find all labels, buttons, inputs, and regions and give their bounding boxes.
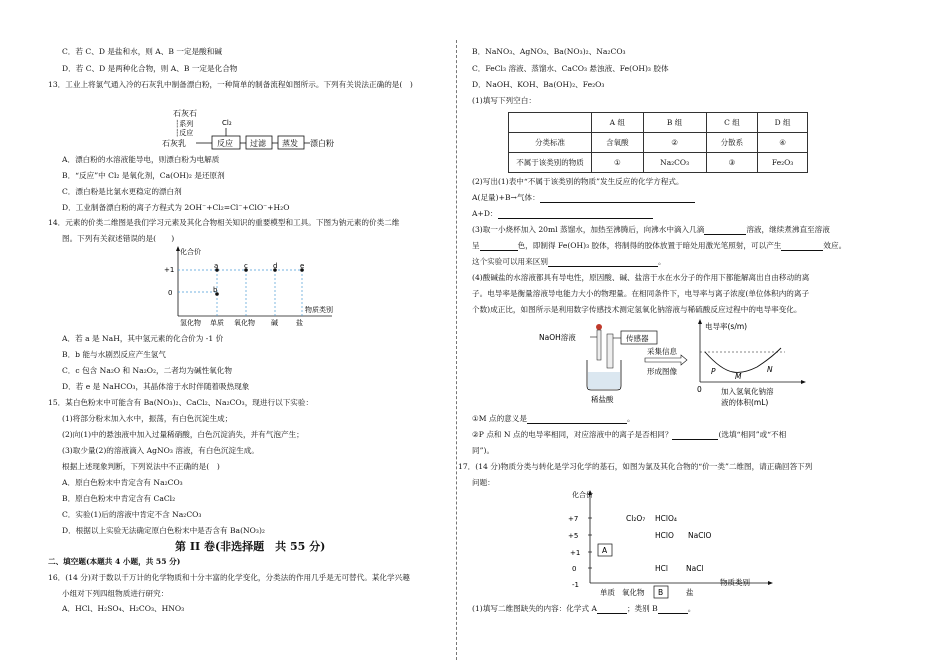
q16-part3-line3 xyxy=(472,257,666,267)
na-cat-oxide: 氧化物 xyxy=(234,319,255,327)
q15-option-c: C．实验(1)后的溶液中肯定不含 Na₂CO₃ xyxy=(62,510,202,519)
cl-ytick-minus1: -1 xyxy=(572,581,579,589)
na-ylabel: 化合价 xyxy=(180,248,201,256)
table-cell: Na₂CO₃ xyxy=(643,153,706,173)
cl-cat-element: 单质 xyxy=(600,588,615,597)
q16-stem-2: 小组对下列四组物质进行研究： xyxy=(62,589,169,598)
na-ytick-plus1: +1 xyxy=(164,266,175,274)
part3-text-g: 。 xyxy=(657,257,666,266)
exp-origin: 0 xyxy=(697,385,702,394)
q12-option-c: C．若 C、D 是盐和水，则 A、B 一定是酸和碱 xyxy=(62,47,222,56)
q16-part1: (1)填写下列空白： xyxy=(472,96,536,105)
cl-cat-salt: 盐 xyxy=(686,588,694,597)
na-label-c: c xyxy=(244,262,248,270)
q15-step-1: (1)将部分粉末加入水中，振荡，有白色沉淀生成； xyxy=(62,414,233,423)
part3-text-e: 效应。 xyxy=(823,241,847,250)
q14-option-d: D．若 e 是 NaHCO₃，其晶体溶于水时伴随着吸热现象 xyxy=(62,382,250,391)
answer-blank[interactable] xyxy=(548,258,658,267)
q13-option-a: A．漂白粉的水溶液能导电，则漂白粉为电解质 xyxy=(62,155,220,164)
table-header-cell: B 组 xyxy=(643,113,706,133)
conductivity-experiment xyxy=(535,312,835,412)
exp-naoh: NaOH溶液 xyxy=(539,333,576,342)
q14-option-a: A．若 a 是 NaH，其中氢元素的化合价为 -1 价 xyxy=(62,334,224,343)
cl-label-hclo: HClO xyxy=(655,531,674,540)
table-cell: 分类标准 xyxy=(509,133,592,153)
q14-stem-1: 14．元素的价类二维图是我们学习元素及其化合物相关知识的重要模型和工具。下图为钠元素的价类二维 xyxy=(48,218,400,227)
q17-part1-c: 。 xyxy=(687,604,696,613)
exp-collect: 采集信息 xyxy=(647,347,677,356)
na-cat-base: 碱 xyxy=(271,319,278,327)
sodium-valence-chart xyxy=(160,244,345,330)
flow-filter: 过滤 xyxy=(250,139,266,148)
table-row xyxy=(509,153,808,173)
q16-stem-1: 16．(14 分)对于数以千万计的化学物质和十分丰富的化学变化，分类法的作用几乎是无可替代。某化学兴趣 xyxy=(48,573,410,582)
cl-ytick-plus5: +5 xyxy=(568,532,579,540)
dropper-bulb xyxy=(596,324,602,330)
section-title: 第 II 卷(非选择题 共 55 分) xyxy=(175,540,326,553)
cl-label-hclo4: HClO₄ xyxy=(655,514,677,523)
answer-blank[interactable] xyxy=(781,242,823,251)
flow-lime-milk: 石灰乳 xyxy=(162,139,186,148)
flow-cl2: Cl₂ xyxy=(222,119,232,127)
q13-option-c: C．漂白粉是比氯水更稳定的漂白剂 xyxy=(62,187,182,196)
na-label-d: d xyxy=(273,262,278,270)
table-cell: ③ xyxy=(706,153,758,173)
flow-series: ┆系列 xyxy=(175,120,194,128)
q12-option-d: D．若 C、D 是两种化合物，则 A、B 一定是化合物 xyxy=(62,64,238,73)
answer-blank[interactable] xyxy=(527,415,627,424)
q17-part1-b: ；类别 B xyxy=(626,604,658,613)
answer-blank[interactable] xyxy=(658,605,688,614)
sensor-probe xyxy=(607,334,613,368)
q15-stem: 15．某白色粉末中可能含有 Ba(NO₃)₂、CaCl₂、Na₂CO₃，现进行以下实验： xyxy=(48,398,314,407)
q14-stem-2: 图。下列有关叙述错误的是( ) xyxy=(62,234,175,243)
cl-label-cl2o7: Cl₂O₇ xyxy=(626,514,646,523)
answer-blank[interactable] xyxy=(704,226,746,235)
cl-ytick-plus1: +1 xyxy=(570,549,581,557)
q17-stem-1: 17．(14 分)物质分类与转化是学习化学的基石，如图为氯及其化合物的“价一类”二维图，请正确回答下列 xyxy=(458,462,813,471)
q16-group-d: D．NaOH、KOH、Ba(OH)₂、Fe₂O₃ xyxy=(472,80,605,89)
exp-form: 形成图像 xyxy=(647,367,677,376)
exp-point-p: P xyxy=(711,367,716,376)
table-header-cell: D 组 xyxy=(758,113,808,133)
q16-part4-end: 同”)。 xyxy=(472,446,495,455)
cl-label-nacl: NaCl xyxy=(686,564,704,573)
q16-part3-line2 xyxy=(472,241,846,251)
table-header-cell: A 组 xyxy=(592,113,644,133)
table-row xyxy=(509,133,808,153)
part3-text-b: 溶液，继续煮沸直至溶液 xyxy=(746,225,830,234)
answer-blank[interactable] xyxy=(540,194,695,203)
eq1-label: A(足量)+B→气体： xyxy=(472,193,540,202)
column-divider xyxy=(456,40,457,660)
cl-cat-oxide: 氧化物 xyxy=(622,588,645,597)
eq2-label: A+D： xyxy=(472,209,498,218)
na-xlabel: 物质类别 xyxy=(305,306,333,314)
cl-ylabel: 化合价 xyxy=(572,491,593,499)
q15-option-d: D．根据以上实验无法确定原白色粉末中是否含有 Ba(NO₃)₂ xyxy=(62,526,265,535)
na-cat-salt: 盐 xyxy=(296,319,303,327)
q16-part3-line1 xyxy=(472,225,830,235)
table-cell: 不属于该类别的物质 xyxy=(509,153,592,173)
q16-part4-2: 子。电导率是衡量溶液导电能力大小的物理量。在相同条件下，电导率与离子浓度(单位体积内的离子 xyxy=(472,289,810,298)
exp-point-n: N xyxy=(767,365,773,374)
cl-ytick-0: 0 xyxy=(572,565,577,573)
beaker-solution xyxy=(588,372,620,389)
na-cat-element: 单质 xyxy=(210,319,224,327)
q16-part2-eq1 xyxy=(472,193,695,203)
table-cell: Fe₂O₃ xyxy=(758,153,808,173)
q14-option-c: C．c 包含 Na₂O 和 Na₂O₂，二者均为碱性氧化物 xyxy=(62,366,232,375)
na-cat-hydride: 氢化物 xyxy=(180,319,201,327)
q16-group-b: B．NaNO₃、AgNO₃、Ba(NO₃)₂、Na₂CO₃ xyxy=(472,47,626,56)
q17-stem-2: 问题： xyxy=(472,478,495,487)
q14-option-b: B．b 能与水剧烈反应产生氢气 xyxy=(62,350,166,359)
q15-option-b: B．原白色粉末中肯定含有 CaCl₂ xyxy=(62,494,176,503)
cl-label-hcl: HCl xyxy=(655,564,668,573)
flow-reaction: 反应 xyxy=(217,139,233,148)
part3-text-c: 呈 xyxy=(472,241,480,250)
part3-text-f: 这个实验可以用来区别 xyxy=(472,257,548,266)
q13-option-b: B．“反应”中 Cl₂ 是氧化剂，Ca(OH)₂ 是还原剂 xyxy=(62,171,225,180)
q16-part4-m: ①M 点的意义是 。 xyxy=(472,414,635,423)
q16-part4-1: (4)酸碱盐的水溶液都具有导电性，原因酸、碱、盐溶于水在水分子的作用下都能解离出自由移动的离 xyxy=(472,273,810,282)
flow-reaction-note: ┆反应 xyxy=(175,129,194,137)
cl-xlabel: 物质类别 xyxy=(720,578,750,587)
pn-text-b: (选填“相同”或“不相 xyxy=(718,430,787,439)
q15-question: 根据上述现象判断，下列说法中不正确的是( ) xyxy=(62,462,220,471)
q17-part1 xyxy=(472,604,695,614)
exp-ylabel: 电导率(s/m) xyxy=(705,322,748,331)
q13-stem: 13．工业上将氯气通入冷的石灰乳中制备漂白粉，一种简单的制备流程如图所示。下列有关说法正确的是( ) xyxy=(48,80,413,89)
dropper xyxy=(597,330,601,360)
na-ytick-0: 0 xyxy=(168,289,173,297)
table-cell: ④ xyxy=(758,133,808,153)
cl-label-naclo: NaClO xyxy=(688,531,712,540)
q16-group-c: C．FeCl₃ 溶液、蒸馏水、CaCO₃ 悬浊液、Fe(OH)₃ 胶体 xyxy=(472,64,669,73)
answer-blank[interactable] xyxy=(480,242,518,251)
q16-group-a: A．HCl、H₂SO₄、H₂CO₃、HNO₃ xyxy=(62,604,185,613)
q15-step-2: (2)向(1)中的悬浊液中加入过量稀硝酸，白色沉淀消失，并有气泡产生； xyxy=(62,430,304,439)
pn-text: ②P 点和 N 点的电导率相同，对应溶液中的离子是否相同？ xyxy=(472,430,673,439)
classification-table xyxy=(508,112,808,173)
exp-acid: 稀盐酸 xyxy=(591,395,614,404)
na-label-a: a xyxy=(214,262,219,270)
na-label-b: b xyxy=(213,286,218,294)
table-header-cell xyxy=(509,113,592,133)
q13-option-d: D．工业制备漂白粉的离子方程式为 2OH⁻+Cl₂=Cl⁻+ClO⁻+H₂O xyxy=(62,203,290,212)
bleach-flow-diagram xyxy=(160,100,340,158)
exp-point-m: M xyxy=(735,372,742,381)
table-cell: ② xyxy=(643,133,706,153)
cl-label-a: A xyxy=(602,546,608,555)
table-cell: 分散系 xyxy=(706,133,758,153)
q16-part4-3: 个数)成正比，如图所示是利用数字传感技术测定氢氧化钠溶液与稀硫酸反应过程中的电导率变化。 xyxy=(472,305,802,314)
table-cell: 含氧酸 xyxy=(592,133,644,153)
q16-part2: (2)写出(1)表中“不属于该类别的物质”发生反应的化学方程式。 xyxy=(472,177,684,186)
table-cell: ① xyxy=(592,153,644,173)
flow-arrow-icon xyxy=(645,355,687,365)
q15-option-a: A．原白色粉末中肯定含有 Na₂CO₃ xyxy=(62,478,183,487)
q16-part4-pn xyxy=(472,430,786,440)
q15-step-3: (3)取少量(2)的溶液滴入 AgNO₃ 溶液，有白色沉淀生成。 xyxy=(62,446,259,455)
exp-xlabel-1: 加入氢氧化钠溶 xyxy=(721,387,774,396)
table-row xyxy=(509,113,808,133)
na-label-e: e xyxy=(300,262,305,270)
fill-section-heading: 二、填空题(本题共 4 小题，共 55 分) xyxy=(48,557,181,566)
cl-ytick-plus7: +7 xyxy=(568,515,579,523)
part3-text-d: 色，即制得 Fe(OH)₃ 胶体，将制得的胶体放置于暗处用激光笔照射，可以产生 xyxy=(517,241,782,250)
table-header-cell: C 组 xyxy=(706,113,758,133)
answer-blank[interactable] xyxy=(498,210,653,219)
answer-blank[interactable] xyxy=(597,605,627,614)
part3-text-a: (3)取一小烧杯加入 20ml 蒸馏水，加热至沸腾后，向沸水中滴入几滴 xyxy=(472,225,705,234)
flow-limestone: 石灰石 xyxy=(173,109,197,118)
cl-cat-b: B xyxy=(658,588,664,597)
q17-part1-a: (1)填写二维图缺失的内容：化学式 A xyxy=(472,604,597,613)
m-point-text: ①M 点的意义是 xyxy=(472,414,527,423)
q16-part2-eq2 xyxy=(472,209,653,219)
answer-blank[interactable] xyxy=(672,431,718,440)
exp-sensor: 传感器 xyxy=(626,334,649,343)
exp-xlabel-2: 液的体积(mL) xyxy=(721,398,769,407)
chlorine-valence-chart xyxy=(560,487,780,599)
flow-evaporate: 蒸发 xyxy=(282,139,298,148)
flow-bleach: 漂白粉 xyxy=(310,139,334,148)
